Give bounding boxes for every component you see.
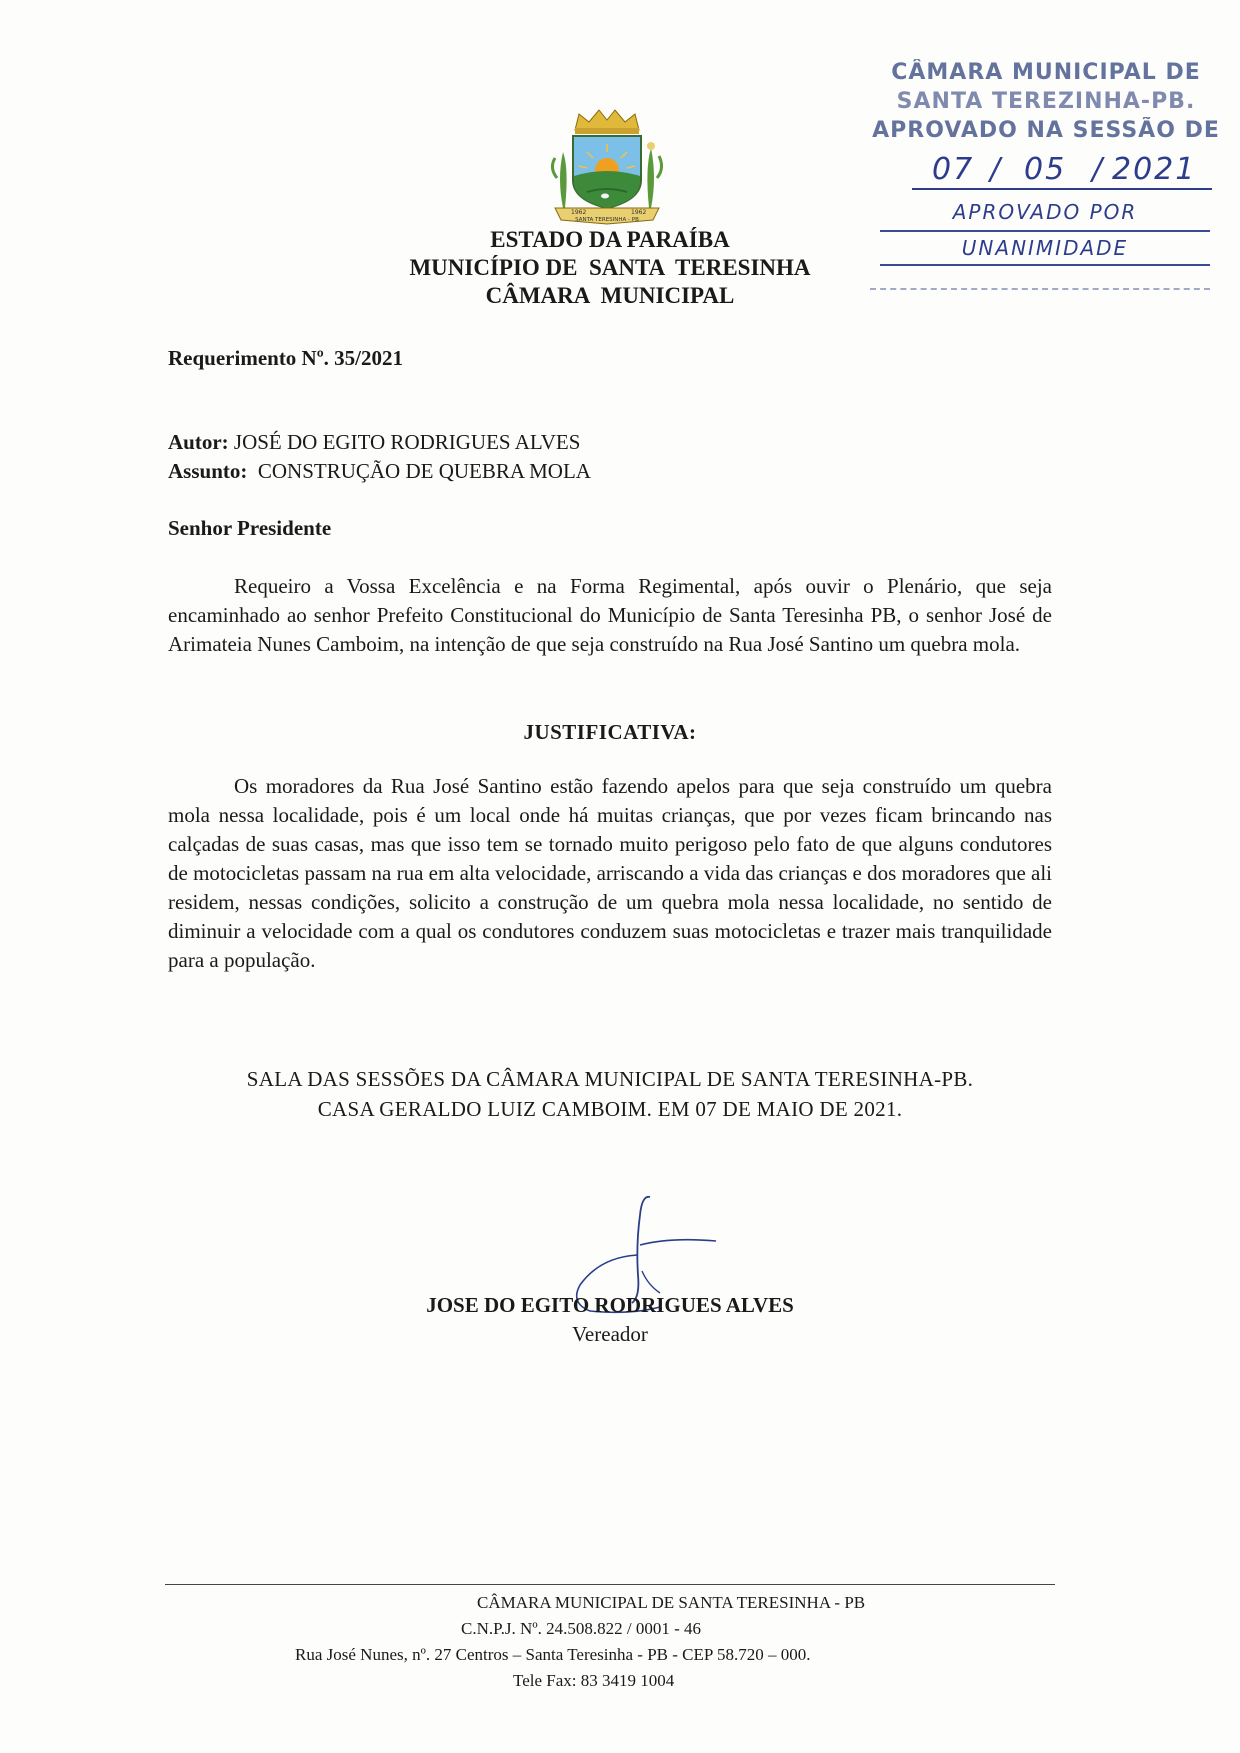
author-value: JOSÉ DO EGITO RODRIGUES ALVES — [228, 430, 581, 454]
footer-phone: Tele Fax: 83 3419 1004 — [513, 1671, 675, 1690]
justification-title: JUSTIFICATIVA: — [523, 720, 697, 744]
closing-line-1: SALA DAS SESSÕES DA CÂMARA MUNICIPAL DE SANTA TERESINHA-PB. — [246, 1067, 974, 1091]
header-municipality: MUNICÍPIO DE SANTA TERESINHA — [409, 255, 811, 280]
subject-value: CONSTRUÇÃO DE QUEBRA MOLA — [247, 459, 591, 483]
stamp-date: 07 / 05 / 2021 — [912, 152, 1212, 190]
subject-label: Assunto: — [168, 459, 248, 483]
footer-divider — [165, 1584, 1055, 1585]
stamp-line-3: APROVADO NA SESSÃO DE — [872, 118, 1220, 143]
signer-name: JOSE DO EGITO RODRIGUES ALVES — [426, 1293, 794, 1317]
closing-line-2: CASA GERALDO LUIZ CAMBOIM. EM 07 DE MAIO DE 2021. — [317, 1097, 903, 1121]
letterhead — [330, 226, 890, 310]
document-meta — [168, 428, 1052, 486]
greeting: Senhor Presidente — [168, 516, 332, 540]
footer-chamber: CÂMARA MUNICIPAL DE SANTA TERESINHA - PB — [477, 1593, 866, 1612]
stamp-date-year: 2021 — [1112, 152, 1197, 187]
request-paragraph: Requeiro a Vossa Excelência e na Forma Regimental, após ouvir o Plenário, que seja encaminhado ao senhor Prefeito Constitucional do Município de Santa Teresinha PB, o senhor José de Arimateia Nunes Camboim, na intenção de que seja construído na Rua José Santino um quebra mola. — [168, 574, 1052, 656]
stamp-note-approved: APROVADO POR — [880, 200, 1210, 232]
crest-year-right: 1962 — [631, 209, 647, 216]
signer-role: Vereador — [572, 1322, 648, 1346]
coat-of-arms-icon — [527, 108, 687, 230]
signature-block — [300, 1185, 920, 1355]
header-state: ESTADO DA PARAÍBA — [490, 227, 730, 252]
crest-year-left: 1962 — [571, 209, 587, 216]
footer-address: Rua José Nunes, nº. 27 Centros – Santa Teresinha - PB - CEP 58.720 – 000. — [295, 1645, 811, 1664]
justification-paragraph: Os moradores da Rua José Santino estão fazendo apelos para que seja construído um quebra mola nessa localidade, pois é um local onde há muitas crianças, que por vezes ficam brincando nas calçadas de suas casas, mas que isso tem se tornado muito perigoso pelo fato de que alguns condutores de motocicletas passam na rua em alta velocidade, arriscando a vida das crianças e dos moradores que ali residem, nessas condições, solicito a construção de um quebra mola nessa localidade, no sentido de diminuir a velocidade com a qual os condutores conduzem suas motocicletas e trazer mais tranquilidade para a população. — [168, 774, 1052, 972]
author-line — [168, 428, 1052, 457]
requirement-number: Requerimento Nº. 35/2021 — [168, 346, 403, 370]
approval-stamp — [868, 58, 1224, 145]
stamp-line-2: SANTA TEREZINHA-PB. — [896, 89, 1196, 114]
subject-line — [168, 457, 1052, 486]
author-label: Autor: — [168, 430, 229, 454]
crest-ribbon-text: SANTA TERESINHA - PB — [575, 217, 639, 223]
stamp-note-unanimous: UNANIMIDADE — [880, 236, 1210, 266]
header-chamber: CÂMARA MUNICIPAL — [485, 283, 735, 308]
stamp-date-day: 07 — [932, 152, 975, 187]
closing-block — [150, 1064, 1070, 1124]
footer-cnpj: C.N.P.J. Nº. 24.508.822 / 0001 - 46 — [461, 1619, 701, 1638]
stamp-date-month: 05 — [1024, 152, 1067, 187]
stamp-line-1: CÂMARA MUNICIPAL DE — [891, 60, 1201, 85]
stamp-divider — [870, 288, 1210, 290]
